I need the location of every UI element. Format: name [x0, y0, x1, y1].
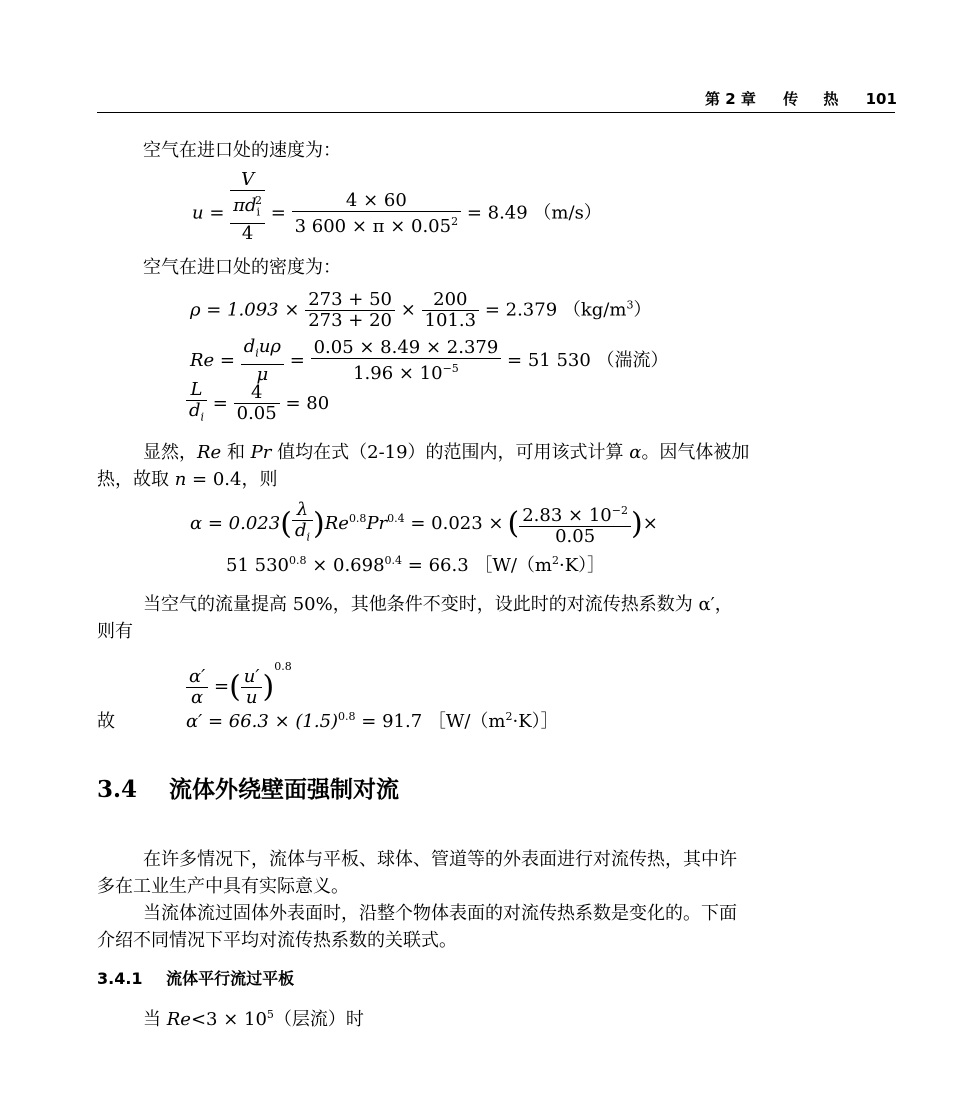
eq-ld-f2-num: 4 [234, 383, 280, 404]
eq-ld-result: = 80 [285, 392, 330, 414]
eq-alpha-l2-b-sup: 0.4 [384, 554, 403, 567]
eq-final-sup2: 2 [505, 710, 513, 723]
header-rule [97, 112, 895, 113]
eq-u-f1-den-sub: i [256, 205, 261, 219]
subsection-title: 流体平行流过平板 [166, 969, 295, 988]
eq-alpha-l2-c-sup: 2 [552, 554, 560, 567]
eq-u-result: = 8.49 （m/s） [466, 202, 602, 224]
equation-density [190, 290, 651, 331]
subsection-number: 3.4.1 [97, 969, 143, 988]
p6-re: Re [166, 1009, 191, 1030]
running-header [705, 88, 897, 109]
eq-u-f1-den-bottom: 4 [241, 222, 254, 244]
eq-re-eq: = [289, 349, 305, 371]
paragraph-density-intro: 空气在进口处的密度为： [143, 257, 341, 278]
eq-alpha-f1-num: λ [292, 500, 313, 521]
eq-alpha-f2-num-sup: −2 [611, 503, 628, 517]
eq-alpha-f2-num: 2.83 × 10 [522, 504, 612, 526]
paragraph-external-flow-4: 介绍不同情况下平均对流传热系数的关联式。 [97, 930, 457, 951]
eq-re-f1-num: d [243, 336, 256, 357]
paragraph-range-check-line2 [97, 465, 277, 491]
paragraph-external-flow-2: 多在工业生产中具有实际意义。 [97, 876, 349, 897]
section-number: 3.4 [97, 776, 138, 803]
eq-u-fraction-1 [230, 170, 265, 244]
paragraph-range-check [143, 438, 749, 464]
eq-alpha-f1-den: d [294, 520, 307, 541]
eq-re-f2-den: 1.96 × 10 [353, 362, 443, 384]
eq-re-f2-num: 0.05 × 8.49 × 2.379 [311, 338, 502, 359]
eq-alpha-times: × [642, 512, 658, 534]
eq-alpha-l2-a-sup: 0.8 [288, 554, 307, 567]
eq-u-f1-num: V [230, 170, 265, 191]
eq-u-f2-den: 3 600 × π × 0.05 [294, 215, 452, 237]
eq-ratio-f1-den: α [191, 686, 204, 708]
header-title-b: 热 [823, 90, 839, 108]
eq-alpha-re-sup: 0.8 [348, 511, 367, 525]
eq-rho-lhs: ρ = 1.093 × [190, 299, 300, 321]
equation-ratio [186, 660, 292, 708]
eq-alpha-re: Re [324, 512, 349, 534]
p6-sup: 5 [266, 1008, 274, 1021]
eq-final-sup: 0.8 [338, 710, 356, 723]
eq-alpha-mid: = 0.023 × [404, 512, 504, 534]
paren-open-1: ( [280, 506, 292, 542]
page-number: 101 [865, 90, 897, 108]
eq-ratio-f2-num: u′ [241, 667, 263, 688]
eq-alpha-l2-a: 51 530 [226, 555, 289, 576]
eq-re-lhs: Re = [190, 349, 236, 371]
equation-velocity [192, 170, 602, 244]
eq-ld-f2-den: 0.05 [236, 403, 277, 425]
eq-alpha-l2-d: ·K）］ [559, 555, 606, 576]
p3-text-d: 。因气体被加 [641, 442, 750, 463]
paren-close-3: ) [262, 669, 275, 705]
eq-u-fraction-2 [292, 191, 462, 237]
eq-rho-result: = 2.379 （kg/m [484, 299, 627, 321]
eq-ratio-f1-num: α′ [186, 667, 208, 688]
eq-re-f1-num-rest: uρ [258, 336, 281, 357]
eq-rho-result-end: ） [633, 299, 652, 321]
p6-c: （层流）时 [273, 1009, 364, 1030]
eq-rho-f1-den: 273 + 20 [308, 310, 392, 331]
equation-reynolds [190, 337, 669, 385]
eq-u-eq: = [270, 202, 286, 224]
p3-re: Re [197, 442, 222, 463]
p3-text-a: 显然， [143, 442, 197, 463]
section-heading [97, 771, 399, 804]
eq-alpha-l2-b: × 0.698 [306, 555, 385, 576]
eq-u-lhs: u = [192, 202, 225, 224]
eq-re-result: = 51 530 （湍流） [507, 349, 669, 371]
eq-alpha-l2-c: = 66.3 ［W/（m [402, 555, 553, 576]
eq-ld-eq: = [212, 392, 228, 414]
eq-re-f1-num-sub: i [255, 346, 259, 360]
eq-alpha-pr: Pr [366, 512, 388, 534]
eq-rho-times: × [400, 299, 416, 321]
paragraph-external-flow-1: 在许多情况下，流体与平板、球体、管道等的外表面进行对流传热，其中许 [143, 849, 737, 870]
eq-ld-f1-den-sub: i [200, 410, 205, 424]
equation-final-label: 故 [97, 711, 115, 732]
p3-pr: Pr [250, 442, 272, 463]
p3-line2-b: = 0.4，则 [186, 469, 278, 490]
paragraph-flow-increase: 当空气的流量提高 50%，其他条件不变时，设此时的对流传热系数为 α′， [143, 594, 733, 615]
paren-open-2: ( [507, 506, 520, 542]
eq-alpha-lhs: α = 0.023 [190, 512, 281, 534]
eq-ratio-f2-den: u [245, 686, 258, 708]
eq-rho-f2-num: 200 [422, 290, 480, 311]
p3-n: n [174, 469, 187, 490]
eq-ld-f1-den: d [189, 400, 201, 421]
eq-re-f2-den-sup: −5 [442, 361, 459, 375]
p3-alpha: α [629, 442, 642, 463]
equation-final [186, 707, 559, 733]
eq-u-f1-den-top: πd [233, 195, 257, 216]
eq-rho-f1-num: 273 + 50 [305, 290, 395, 311]
p6-a: 当 [143, 1009, 167, 1030]
eq-u-f2-num: 4 × 60 [292, 191, 462, 212]
p3-text-b: 和 [221, 442, 251, 463]
eq-re-f1-den: μ [256, 363, 269, 385]
paren-close-1: ) [313, 506, 325, 542]
eq-u-f2-den-sup: 2 [451, 214, 459, 228]
eq-rho-result-sup: 3 [626, 298, 634, 312]
section-title: 流体外绕壁面强制对流 [169, 776, 400, 803]
p3-line2-a: 热，故取 [97, 469, 175, 490]
equation-alpha-line2 [226, 551, 605, 577]
paren-close-2: ) [630, 506, 643, 542]
paren-open-3: ( [229, 669, 241, 705]
paragraph-laminar-condition [143, 1005, 364, 1031]
eq-alpha-f1-den-sub: i [306, 530, 310, 544]
eq-alpha-f2-den: 0.05 [555, 525, 596, 547]
eq-ratio-sup: 0.8 [274, 660, 292, 673]
eq-final-text3: ·K）］ [512, 711, 559, 732]
p6-b: <3 × 10 [190, 1009, 267, 1030]
paragraph-external-flow-3: 当流体流过固体外表面时，沿整个物体表面的对流传热系数是变化的。下面 [143, 903, 737, 924]
equation-length-ratio [186, 380, 329, 428]
header-chapter: 第 2 章 [705, 90, 756, 108]
eq-ld-f1-num: L [186, 380, 207, 401]
equation-alpha [190, 500, 658, 548]
eq-alpha-pr-sup: 0.4 [387, 511, 405, 525]
subsection-heading [97, 966, 294, 989]
paragraph-velocity-intro: 空气在进口处的速度为： [143, 140, 341, 161]
header-title-a: 传 [783, 90, 799, 108]
paragraph-flow-increase-line2: 则有 [97, 621, 133, 642]
eq-final-text2: = 91.7 ［W/（m [355, 711, 506, 732]
eq-rho-f2-den: 101.3 [424, 310, 477, 331]
eq-u-f1-den-sup: 2 [255, 194, 263, 207]
p3-text-c: 值均在式（2-19）的范围内，可用该式计算 [271, 442, 630, 463]
eq-ratio-eq: = [213, 676, 230, 697]
eq-final-text: α′ = 66.3 × (1.5) [186, 711, 339, 732]
